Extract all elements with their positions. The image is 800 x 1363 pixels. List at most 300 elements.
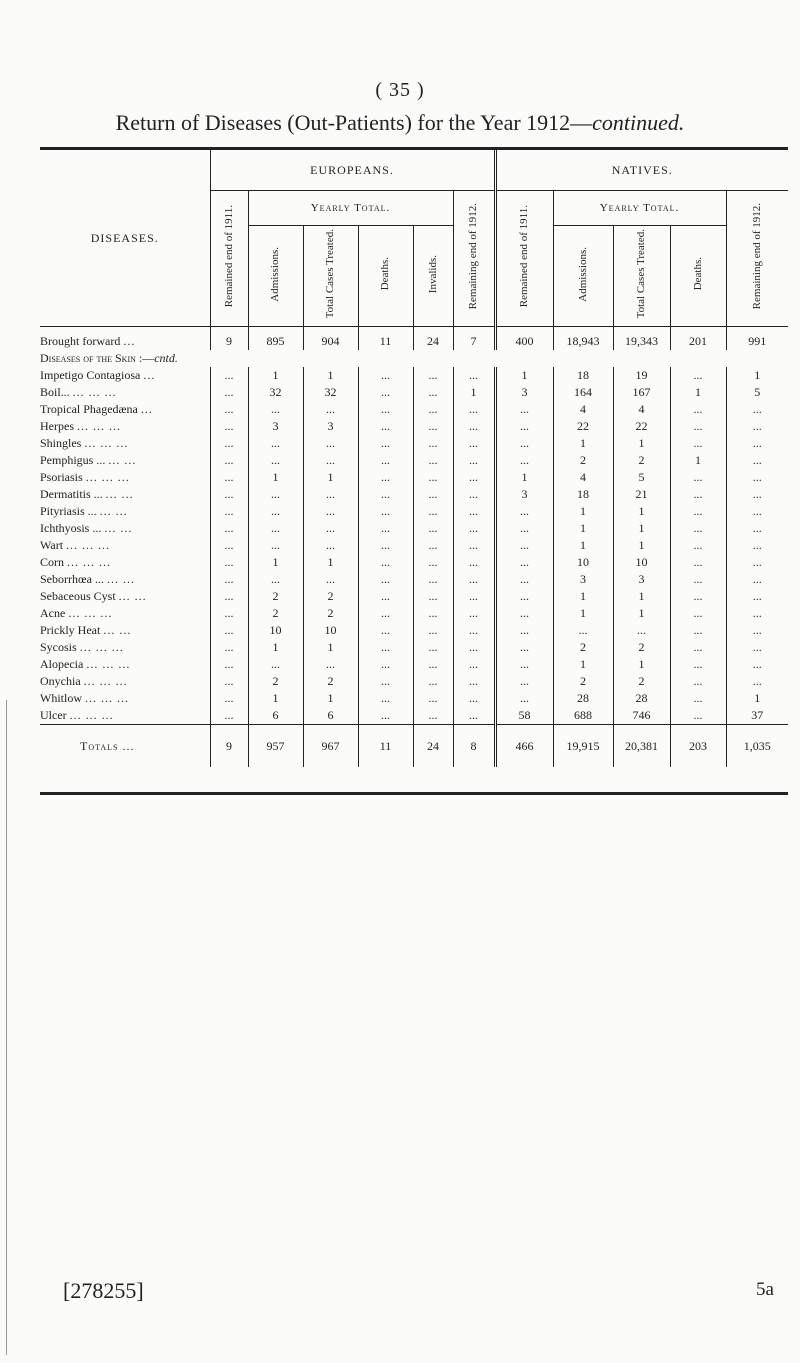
table-cell: ... xyxy=(613,622,670,639)
table-cell: 18 xyxy=(553,486,613,503)
table-cell: 203 xyxy=(670,725,726,768)
table-cell: ... xyxy=(224,708,234,722)
table-cell: ... xyxy=(224,402,234,416)
table-cell: ... xyxy=(670,520,726,537)
table-cell: ... xyxy=(303,520,358,537)
table-cell: 991 xyxy=(726,327,788,351)
table-cell: ... xyxy=(358,503,413,520)
table-cell: ... xyxy=(495,520,553,537)
table-cell: ... xyxy=(413,469,453,486)
table-cell: ... xyxy=(358,384,413,401)
table-cell: ... xyxy=(453,520,495,537)
table-cell: 1 xyxy=(613,520,670,537)
table-row xyxy=(40,503,788,520)
table-cell: 2 xyxy=(303,605,358,622)
table-cell: ... xyxy=(670,486,726,503)
disease-name: Dermatitis ... ... ... xyxy=(40,486,210,503)
table-cell: 1 xyxy=(613,605,670,622)
table-cell: ... xyxy=(453,435,495,452)
table-cell: 1 xyxy=(613,588,670,605)
table-cell: 2 xyxy=(553,452,613,469)
table-cell: ... xyxy=(358,656,413,673)
table-cell: ... xyxy=(726,452,788,469)
table-cell: 904 xyxy=(303,327,358,351)
table-cell: 4 xyxy=(613,401,670,418)
table-cell: 19,343 xyxy=(613,327,670,351)
section-row xyxy=(40,350,788,367)
disease-name: Seborrhœa ... ... ... xyxy=(40,571,210,588)
table-cell: 1 xyxy=(553,503,613,520)
table-cell: 24 xyxy=(413,327,453,351)
table-cell: 1 xyxy=(553,605,613,622)
table-cell: ... xyxy=(413,571,453,588)
table-cell: ... xyxy=(495,554,553,571)
table-cell: ... xyxy=(670,588,726,605)
na-admissions-header: Admissions. xyxy=(553,226,613,327)
table-cell: ... xyxy=(413,707,453,725)
brought-forward-label: Brought forward ... xyxy=(40,327,210,351)
disease-name: Prickly Heat ... ... xyxy=(40,622,210,639)
table-cell: 1 xyxy=(248,639,303,656)
table-cell: ... xyxy=(358,605,413,622)
disease-name: Psoriasis ... ... ... xyxy=(40,469,210,486)
eu-yearly-total-header: Yearly Total. xyxy=(248,191,453,226)
table-cell: 1 xyxy=(553,656,613,673)
table-cell: 58 xyxy=(495,707,553,725)
disease-name: Wart ... ... ... xyxy=(40,537,210,554)
table-cell: ... xyxy=(670,554,726,571)
table-cell: 22 xyxy=(613,418,670,435)
table-cell: ... xyxy=(413,673,453,690)
table-cell: ... xyxy=(224,419,234,433)
table-cell: 1,035 xyxy=(726,725,788,768)
table-cell: 11 xyxy=(358,327,413,351)
table-cell: ... xyxy=(303,452,358,469)
table-cell: ... xyxy=(726,588,788,605)
table-cell: 18,943 xyxy=(553,327,613,351)
table-cell: ... xyxy=(495,656,553,673)
table-cell: 1 xyxy=(453,384,495,401)
table-row xyxy=(40,707,788,725)
table-cell: ... xyxy=(248,452,303,469)
returns-table xyxy=(40,150,788,767)
table-cell: ... xyxy=(413,622,453,639)
table-cell: ... xyxy=(453,673,495,690)
table-row xyxy=(40,469,788,486)
table-cell: ... xyxy=(358,435,413,452)
section-heading: Diseases of the Skin :—cntd. xyxy=(40,351,178,365)
table-cell: ... xyxy=(495,605,553,622)
table-cell: ... xyxy=(358,673,413,690)
table-cell: ... xyxy=(413,401,453,418)
table-row xyxy=(40,656,788,673)
table-cell: ... xyxy=(670,367,726,384)
table-cell: ... xyxy=(413,384,453,401)
table-cell: ... xyxy=(726,503,788,520)
table-cell: 6 xyxy=(303,707,358,725)
table-cell: ... xyxy=(453,639,495,656)
table-cell: ... xyxy=(224,504,234,518)
table-cell: ... xyxy=(413,639,453,656)
table-cell: 201 xyxy=(670,327,726,351)
table-cell: 1 xyxy=(303,469,358,486)
disease-name: Alopecia ... ... ... xyxy=(40,656,210,673)
print-code: [278255] xyxy=(63,1278,144,1303)
table-cell: 1 xyxy=(248,554,303,571)
table-cell: 164 xyxy=(553,384,613,401)
table-cell: 2 xyxy=(248,605,303,622)
table-cell: ... xyxy=(495,673,553,690)
table-cell: 1 xyxy=(726,367,788,384)
table-cell: 2 xyxy=(613,452,670,469)
disease-name: Onychia ... ... ... xyxy=(40,673,210,690)
table-cell: ... xyxy=(453,537,495,554)
table-cell: ... xyxy=(248,537,303,554)
table-row xyxy=(40,486,788,503)
table-cell: 3 xyxy=(248,418,303,435)
na-deaths-header: Deaths. xyxy=(670,226,726,327)
title-main: Return of Diseases (Out-Patients) for the Year 1912— xyxy=(115,110,593,135)
table-cell: 2 xyxy=(303,588,358,605)
table-cell: ... xyxy=(670,622,726,639)
table-cell: 22 xyxy=(553,418,613,435)
table-cell: ... xyxy=(413,605,453,622)
table-cell: ... xyxy=(495,503,553,520)
table-cell: 1 xyxy=(553,537,613,554)
table-cell: 9 xyxy=(226,334,232,348)
table-cell: ... xyxy=(358,452,413,469)
table-cell: ... xyxy=(413,588,453,605)
bottom-rule xyxy=(40,792,788,795)
table-cell: ... xyxy=(303,571,358,588)
table-cell: ... xyxy=(726,673,788,690)
table-cell: 1 xyxy=(613,435,670,452)
table-cell: ... xyxy=(453,554,495,571)
table-cell: 1 xyxy=(303,690,358,707)
table-cell: 2 xyxy=(303,673,358,690)
table-row xyxy=(40,690,788,707)
table-cell: ... xyxy=(224,606,234,620)
table-cell: 1 xyxy=(613,503,670,520)
table-row xyxy=(40,520,788,537)
table-cell: ... xyxy=(453,418,495,435)
table-cell: ... xyxy=(726,639,788,656)
table-cell: ... xyxy=(224,640,234,654)
disease-name: Corn ... ... ... xyxy=(40,554,210,571)
table-cell: ... xyxy=(495,537,553,554)
table-cell: ... xyxy=(358,571,413,588)
table-cell: 32 xyxy=(303,384,358,401)
table-cell: ... xyxy=(413,554,453,571)
table-cell: 2 xyxy=(553,673,613,690)
table-row xyxy=(40,435,788,452)
table-cell: ... xyxy=(453,605,495,622)
table-cell: 8 xyxy=(453,725,495,768)
table-cell: 1 xyxy=(613,656,670,673)
table-cell: ... xyxy=(726,571,788,588)
table-cell: 21 xyxy=(613,486,670,503)
table-cell: ... xyxy=(224,691,234,705)
totals-row xyxy=(40,725,788,768)
table-cell: 1 xyxy=(495,367,553,384)
table-cell: 1 xyxy=(248,469,303,486)
table-cell: 1 xyxy=(613,537,670,554)
table-cell: ... xyxy=(358,537,413,554)
disease-name: Whitlow ... ... ... xyxy=(40,690,210,707)
disease-name: Shingles ... ... ... xyxy=(40,435,210,452)
totals-label: Totals ... xyxy=(40,725,210,768)
europeans-header: EUROPEANS. xyxy=(210,150,495,191)
table-cell: 1 xyxy=(726,690,788,707)
table-cell: 2 xyxy=(248,588,303,605)
table-cell: ... xyxy=(413,452,453,469)
table-cell: ... xyxy=(224,521,234,535)
table-cell: ... xyxy=(303,401,358,418)
table-cell: ... xyxy=(495,588,553,605)
table-cell: ... xyxy=(453,622,495,639)
table-cell: 746 xyxy=(613,707,670,725)
table-cell: ... xyxy=(453,367,495,384)
table-cell: ... xyxy=(248,486,303,503)
brought-forward-row xyxy=(40,327,788,351)
table-cell: ... xyxy=(358,588,413,605)
table-cell: ... xyxy=(670,673,726,690)
table-cell: ... xyxy=(303,537,358,554)
table-cell: ... xyxy=(248,520,303,537)
table-cell: 24 xyxy=(413,725,453,768)
table-cell: ... xyxy=(224,572,234,586)
table-cell: 32 xyxy=(248,384,303,401)
table-cell: ... xyxy=(495,571,553,588)
table-cell: 10 xyxy=(553,554,613,571)
table-cell: ... xyxy=(495,435,553,452)
table-cell: ... xyxy=(224,674,234,688)
table-cell: 1 xyxy=(303,554,358,571)
table-cell: ... xyxy=(726,656,788,673)
table-cell: ... xyxy=(248,571,303,588)
table-cell: 1 xyxy=(248,367,303,384)
table-cell: ... xyxy=(224,453,234,467)
title-continued: continued. xyxy=(592,110,685,135)
table-cell: 6 xyxy=(248,707,303,725)
disease-name: Tropical Phagedæna ... xyxy=(40,401,210,418)
table-cell: ... xyxy=(453,452,495,469)
table-cell: 19,915 xyxy=(553,725,613,768)
table-row xyxy=(40,554,788,571)
table-cell: ... xyxy=(453,401,495,418)
table-row xyxy=(40,537,788,554)
table-cell: ... xyxy=(224,385,234,399)
table-cell: ... xyxy=(670,418,726,435)
table-cell: ... xyxy=(224,470,234,484)
na-yearly-total-header: Yearly Total. xyxy=(553,191,726,226)
table-cell: ... xyxy=(413,486,453,503)
table-cell: 400 xyxy=(495,327,553,351)
table-cell: ... xyxy=(358,639,413,656)
table-row xyxy=(40,418,788,435)
na-remained-header: Remained end of 1911. xyxy=(495,191,553,327)
diseases-header: DISEASES. xyxy=(40,150,210,327)
eu-deaths-header: Deaths. xyxy=(358,226,413,327)
table-cell: ... xyxy=(495,622,553,639)
disease-name: Acne ... ... ... xyxy=(40,605,210,622)
table-cell: ... xyxy=(453,503,495,520)
table-cell: ... xyxy=(224,436,234,450)
table-cell: ... xyxy=(413,537,453,554)
table-cell: ... xyxy=(224,657,234,671)
table-cell: ... xyxy=(495,452,553,469)
table-cell: 4 xyxy=(553,401,613,418)
disease-name: Pemphigus ... ... ... xyxy=(40,452,210,469)
table-row xyxy=(40,401,788,418)
table-cell: 3 xyxy=(495,486,553,503)
table-cell: 1 xyxy=(495,469,553,486)
binding-edge-line xyxy=(6,700,7,1355)
table-cell: 1 xyxy=(553,588,613,605)
table-cell: ... xyxy=(413,418,453,435)
table-cell: ... xyxy=(413,367,453,384)
table-cell: ... xyxy=(303,656,358,673)
table-cell: ... xyxy=(726,469,788,486)
table-cell: ... xyxy=(248,401,303,418)
table-cell: 1 xyxy=(670,452,726,469)
table-cell: ... xyxy=(726,486,788,503)
table-cell: ... xyxy=(726,520,788,537)
table-cell: 1 xyxy=(248,690,303,707)
table-cell: 28 xyxy=(553,690,613,707)
table-cell: ... xyxy=(670,435,726,452)
table-cell: 10 xyxy=(248,622,303,639)
table-cell: ... xyxy=(726,605,788,622)
table-cell: ... xyxy=(726,537,788,554)
table-cell: ... xyxy=(670,707,726,725)
table-cell: ... xyxy=(670,571,726,588)
table-row xyxy=(40,571,788,588)
table-cell: ... xyxy=(224,623,234,637)
table-cell: 5 xyxy=(613,469,670,486)
table-cell: ... xyxy=(358,707,413,725)
table-cell: 3 xyxy=(303,418,358,435)
table-cell: ... xyxy=(358,520,413,537)
na-total-cases-header: Total Cases Treated. xyxy=(613,226,670,327)
table-row xyxy=(40,384,788,401)
table-cell: ... xyxy=(726,554,788,571)
disease-name: Ichthyosis ... ... ... xyxy=(40,520,210,537)
natives-header: NATIVES. xyxy=(495,150,788,191)
table-cell: ... xyxy=(726,401,788,418)
table-cell: 967 xyxy=(303,725,358,768)
table-cell: ... xyxy=(358,486,413,503)
table-cell: ... xyxy=(670,656,726,673)
table-cell: ... xyxy=(670,605,726,622)
table-cell: 4 xyxy=(553,469,613,486)
disease-name: Sebaceous Cyst ... ... xyxy=(40,588,210,605)
table-cell: 10 xyxy=(303,622,358,639)
eu-invalids-header: Invalids. xyxy=(413,226,453,327)
table-cell: ... xyxy=(670,639,726,656)
table-cell: ... xyxy=(224,555,234,569)
table-cell: 895 xyxy=(248,327,303,351)
table-cell: ... xyxy=(358,367,413,384)
table-cell: ... xyxy=(248,435,303,452)
table-cell: 1 xyxy=(303,639,358,656)
table-cell: ... xyxy=(670,503,726,520)
disease-name: Boil... ... ... ... xyxy=(40,384,210,401)
table-cell: ... xyxy=(670,537,726,554)
table-cell: 20,381 xyxy=(613,725,670,768)
table-cell: ... xyxy=(413,656,453,673)
table-cell: ... xyxy=(224,368,234,382)
table-cell: 2 xyxy=(613,639,670,656)
table-cell: 957 xyxy=(248,725,303,768)
table-cell: ... xyxy=(413,520,453,537)
table-cell: ... xyxy=(303,435,358,452)
eu-total-cases-header: Total Cases Treated. xyxy=(303,226,358,327)
table-cell: 2 xyxy=(613,673,670,690)
table-cell: ... xyxy=(553,622,613,639)
table-cell: 19 xyxy=(613,367,670,384)
table-cell: ... xyxy=(413,503,453,520)
table-cell: ... xyxy=(726,622,788,639)
table-cell: ... xyxy=(413,690,453,707)
disease-name: Impetigo Contagiosa ... xyxy=(40,367,210,384)
table-cell: 3 xyxy=(495,384,553,401)
table-cell: ... xyxy=(726,435,788,452)
table-cell: 466 xyxy=(495,725,553,768)
table-cell: ... xyxy=(453,690,495,707)
table-cell: ... xyxy=(453,656,495,673)
table-cell: ... xyxy=(453,707,495,725)
disease-name: Pityriasis ... ... ... xyxy=(40,503,210,520)
disease-name: Sycosis ... ... ... xyxy=(40,639,210,656)
table-cell: 11 xyxy=(358,725,413,768)
table-cell: ... xyxy=(413,435,453,452)
table-cell: ... xyxy=(224,487,234,501)
table-cell: 5 xyxy=(726,384,788,401)
table-cell: ... xyxy=(453,469,495,486)
table-cell: ... xyxy=(358,469,413,486)
table-cell: ... xyxy=(224,589,234,603)
table-cell: 9 xyxy=(210,725,248,768)
table-cell: ... xyxy=(495,639,553,656)
table-body xyxy=(40,327,788,725)
eu-remaining-header: Remaining end of 1912. xyxy=(453,191,495,327)
table-row xyxy=(40,622,788,639)
table-cell: 688 xyxy=(553,707,613,725)
table-cell: ... xyxy=(453,486,495,503)
table-cell: 7 xyxy=(453,327,495,351)
table-cell: ... xyxy=(358,401,413,418)
page-title xyxy=(0,110,800,136)
table-cell: ... xyxy=(670,690,726,707)
table-cell: 2 xyxy=(553,639,613,656)
table-cell: ... xyxy=(670,401,726,418)
disease-name: Ulcer ... ... ... xyxy=(40,707,210,725)
table-cell: 28 xyxy=(613,690,670,707)
table-row xyxy=(40,673,788,690)
table-cell: 10 xyxy=(613,554,670,571)
table-cell: ... xyxy=(303,486,358,503)
table-cell: ... xyxy=(248,503,303,520)
table-cell: ... xyxy=(453,571,495,588)
table-cell: 1 xyxy=(303,367,358,384)
na-remaining-header: Remaining end of 1912. xyxy=(726,191,788,327)
table-cell: 2 xyxy=(248,673,303,690)
table-cell: ... xyxy=(495,418,553,435)
table-cell: ... xyxy=(670,469,726,486)
table-row xyxy=(40,588,788,605)
table-cell: ... xyxy=(224,538,234,552)
